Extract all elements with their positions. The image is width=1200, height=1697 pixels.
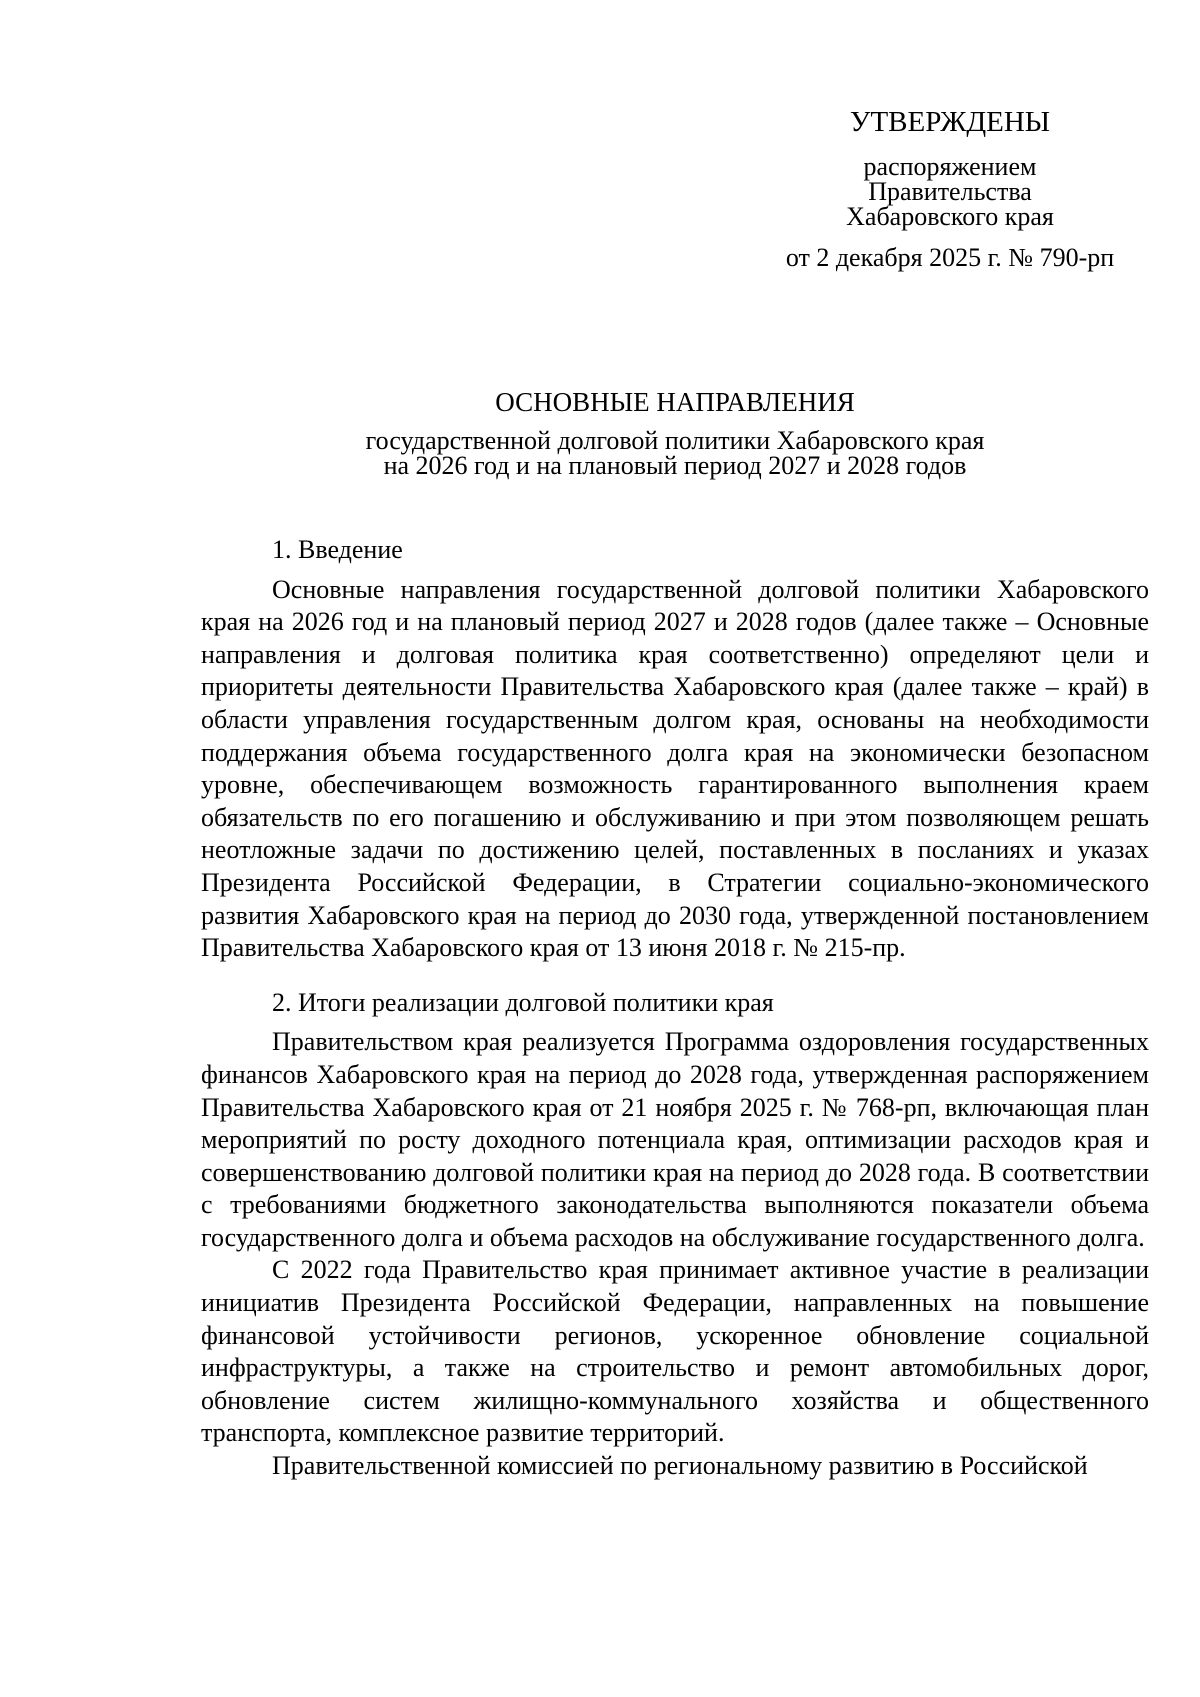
approval-line-1: распоряжением	[863, 152, 1037, 181]
document-subtitle-line-1: государственной долговой политики Хабаровского края	[365, 426, 985, 455]
paragraph-results-1: Правительством края реализуется Программа оздоровления государственных финансов Хабаровского края на период до 2028 года, утвержденная распоряжением Правительства Хабаровского края от 21 ноября 2025 г. № 768-рп, включающая план мероприятий по росту доходного потенциала края, оптимизации расходов края и совершенствованию долговой политики края на период до 2028 года. В соответствии с требованиями бюджетного законодательства выполняются показатели объема государственного долга и объема расходов на обслуживание государственного долга.	[201, 1027, 1149, 1252]
approval-stamp-block	[760, 108, 1140, 271]
document-body	[201, 534, 1149, 1483]
document-title: ОСНОВНЫЕ НАПРАВЛЕНИЯ	[495, 387, 855, 417]
spacer	[201, 567, 1149, 574]
paragraph-results-2: С 2022 года Правительство края принимает активное участие в реализации инициатив Президента Российской Федерации, направленных на повышение финансовой устойчивости регионов, ускоренное обновление социальной инфраструктуры, а также на строительство и ремонт автомобильных дорог, обновление систем жилищно-коммунального хозяйства и общественного транспорта, комплексное развитие территорий.	[201, 1255, 1149, 1448]
paragraph-introduction: Основные направления государственной долговой политики Хабаровского края на 2026 год и на плановый период 2027 и 2028 годов (далее также – Основные направления и долговая политика края соответственно) определяют цели и приоритеты деятельности Правительства Хабаровского края (далее также – край) в области управления государственным долгом края, основаны на необходимости поддержания объема государственного долга края на экономически безопасном уровне, обеспечивающем возможность гарантированного выполнения краем обязательств по его погашению и обслуживанию и при этом позволяющем решать неотложные задачи по достижению целей, поставленных в посланиях и указах Президента Российской Федерации, в Стратегии социально-экономического развития Хабаровского края на период до 2030 года, утвержденной постановлением Правительства Хабаровского края от 13 июня 2018 г. № 215-пр.	[201, 574, 1149, 963]
section-heading-introduction: 1. Введение	[272, 535, 403, 564]
approval-line-2: Правительства	[868, 177, 1032, 206]
spacer	[201, 1019, 1149, 1026]
approval-line-3: Хабаровского края	[846, 202, 1054, 231]
section-heading-results: 2. Итоги реализации долговой политики края	[272, 987, 774, 1017]
approval-heading: УТВЕРЖДЕНЫ	[849, 106, 1051, 138]
spacer	[201, 965, 1149, 987]
approval-date: от 2 декабря 2025 г. № 790-рп	[785, 243, 1115, 272]
document-title-block	[200, 386, 1150, 478]
document-subtitle-line-2: на 2026 год и на плановый период 2027 и 2028 годов	[383, 451, 967, 480]
paragraph-results-3: Правительственной комиссией по региональному развитию в Российской	[272, 1451, 1088, 1481]
